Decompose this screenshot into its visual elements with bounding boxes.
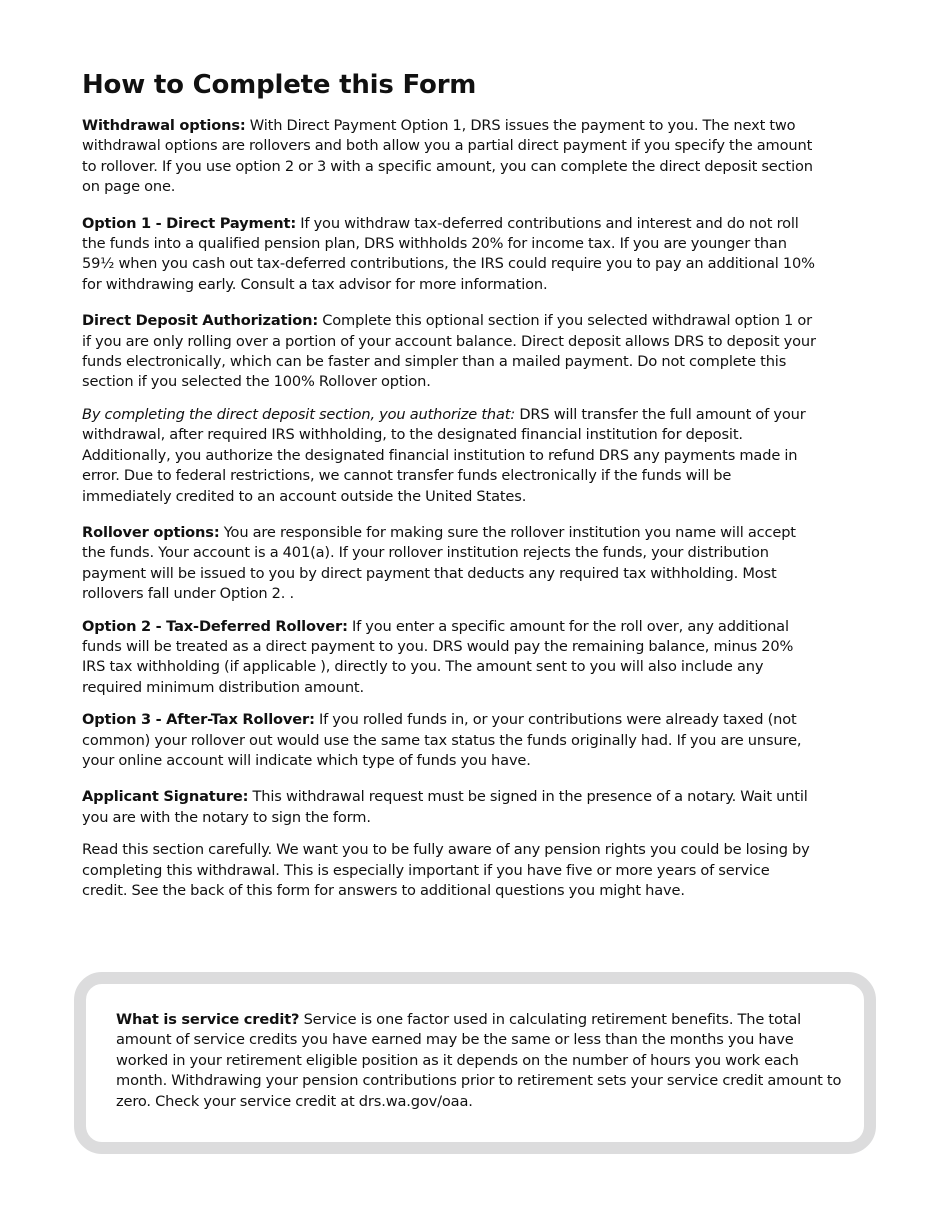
option2-paragraph (82, 617, 817, 699)
option2-heading: Option 2 - Tax-Deferred Rollover: (82, 617, 348, 635)
option3-paragraph (82, 710, 817, 771)
authorization-heading: By completing the direct deposit section, you authorize that: (82, 405, 516, 423)
rollover-options-paragraph (82, 523, 817, 605)
option1-text: If you withdraw tax-deferred contributions and interest and do not roll the funds into a qualified pension plan, DRS withholds 20% for income tax. If you are younger than 59½ when you cash out tax-deferred contributions, the IRS could require you to pay an additional 10% for withdrawing early. Consult a tax advisor for more information. (82, 214, 815, 293)
option2-text: If you enter a specific amount for the roll over, any additional funds will be treated as a direct payment to you. DRS would pay the remaining balance, minus 20% IRS tax withholding (if applicable ), directly to you. The amount sent to you will also include any required minimum distribution amount. (82, 617, 794, 696)
withdrawal-options-text: With Direct Payment Option 1, DRS issues the payment to you. The next two withdrawal options are rollovers and both allow you a partial direct payment if you specify the amount to rollover. If you use option 2 or 3 with a specific amount, you can complete the direct deposit section on page one. (82, 117, 813, 196)
option3-text: If you rolled funds in, or your contributions were already taxed (not common) your rollover out would use the same tax status the funds originally had. If you are unsure, your online account will indicate which type of funds you have. (82, 711, 802, 769)
rollover-options-text: You are responsible for making sure the rollover institution you name will accept the funds. Your account is a 401(a). If your rollover institution rejects the funds, your distribution payment will be issued to you by direct payment that deducts any required tax withholding. Most rollovers fall under Option 2. . (82, 523, 796, 603)
direct-deposit-heading: Direct Deposit Authorization: (82, 312, 319, 330)
authorization-text: DRS will transfer the full amount of your withdrawal, after required IRS withholding, to the designated financial institution for deposit. Additionally, you authorize the designated financial institution to refund DRS any payments made in error. Due to federal restrictions, we cannot transfer funds electronically if the funds will be immediately credited to an account outside the United States. (82, 405, 806, 505)
service-credit-heading: What is service credit? (116, 1011, 300, 1028)
service-credit-text: Service is one factor used in calculating retirement benefits. The total amount of service credits you have earned may be the same or less than the months you have worked in your retirement eligible position as it depends on the number of hours you work each month. Withdrawing your pension contributions prior to retirement sets your service credit amount to zero. Check your service credit at drs.wa.gov/oaa. (116, 1011, 842, 1110)
read-carefully-paragraph: Read this section carefully. We want you to be fully aware of any pension rights you could be losing by completing this withdrawal. This is especially important if you have five or more years of service credit. See the back of this form for answers to additional questions you might have. (82, 841, 810, 899)
applicant-signature-text: This withdrawal request must be signed in the presence of a notary. Wait until you are with the notary to sign the form. (82, 788, 808, 826)
direct-deposit-paragraph (82, 311, 817, 393)
authorization-paragraph (82, 405, 817, 507)
withdrawal-options-paragraph (82, 116, 817, 198)
page-title: How to Complete this Form (82, 70, 477, 100)
rollover-options-heading: Rollover options: (82, 523, 220, 541)
option1-heading: Option 1 - Direct Payment: (82, 214, 297, 232)
instructions-page (82, 68, 817, 913)
option1-paragraph (82, 214, 817, 296)
service-credit-callout (74, 972, 876, 1154)
option3-heading: Option 3 - After-Tax Rollover: (82, 711, 315, 729)
service-credit-paragraph (116, 1010, 844, 1112)
direct-deposit-text: Complete this optional section if you selected withdrawal option 1 or if you are only rolling over a portion of your account balance. Direct deposit allows DRS to deposit your funds electronically, which can be faster and simpler than a mailed payment. Do not complete this section if you selected the 100% Rollover option. (82, 312, 816, 391)
applicant-signature-paragraph (82, 787, 817, 828)
applicant-signature-heading: Applicant Signature: (82, 788, 249, 806)
withdrawal-options-heading: Withdrawal options: (82, 117, 246, 134)
